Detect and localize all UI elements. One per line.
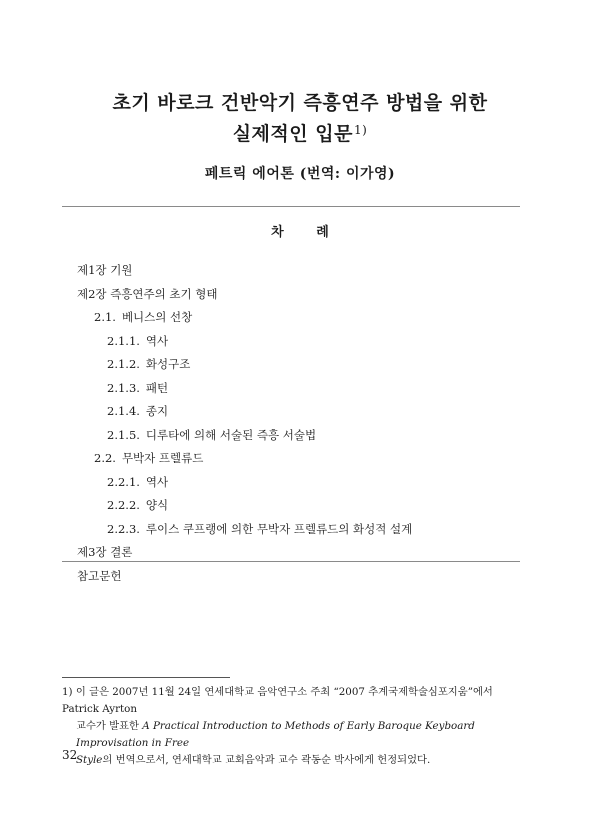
toc-item-number: 2.2.2. — [107, 498, 140, 512]
toc-item-label: 참고문헌 — [77, 568, 122, 583]
toc-item[interactable] — [0, 424, 600, 448]
toc-item-label: 루이스 쿠프랭에 의한 무박자 프렐류드의 화성적 설계 — [145, 521, 413, 536]
footnote-marker: 1) — [62, 686, 73, 698]
toc-item-label: 디루타에 의해 서술된 즉흥 서술법 — [145, 427, 317, 442]
toc-item-number: 2.2.1. — [107, 474, 140, 489]
footnote-text-1: 이 글은 2007년 11월 24일 연세대학교 음악연구소 주최 “2007 추계국제학술심포지움”에서 Patrick Ayrton — [62, 686, 493, 715]
article-title-line2-text: 실제적인 입문 — [232, 123, 353, 145]
toc-top-rule — [62, 206, 520, 207]
toc-item-number: 2.2. — [94, 451, 116, 465]
page-number: 32 — [62, 748, 78, 762]
toc-item-number: 2.1.2. — [107, 357, 140, 371]
toc-bottom-rule — [62, 561, 520, 562]
footnote-line-3 — [62, 752, 522, 769]
article-title-line2 — [0, 117, 600, 148]
toc-item-label: 베니스의 선창 — [121, 310, 193, 324]
toc-item[interactable] — [0, 471, 600, 495]
toc-item[interactable] — [0, 565, 600, 589]
toc-item[interactable] — [0, 494, 600, 518]
toc-item[interactable] — [0, 447, 600, 471]
toc-item[interactable] — [0, 283, 600, 307]
footnote-line-2 — [62, 718, 522, 752]
footnote-paper-title-1: A Practical Introduction to Methods of Early Baroque Keyboard Improvisation in Free — [76, 720, 475, 749]
toc-item-label: 패턴 — [145, 380, 169, 395]
toc-item-label: 양식 — [145, 498, 169, 512]
footnote-paper-title-2: Style — [76, 754, 103, 766]
table-of-contents — [0, 259, 600, 588]
toc-item-label: 제3장 결론 — [77, 545, 133, 559]
toc-item-label: 역사 — [145, 333, 169, 348]
toc-item-number: 2.1.5. — [107, 427, 140, 442]
toc-item[interactable] — [0, 353, 600, 377]
toc-heading: 차 례 — [271, 225, 343, 240]
toc-item-number: 2.1.3. — [107, 380, 140, 395]
toc-item[interactable] — [0, 518, 600, 542]
toc-item-number: 2.1.4. — [107, 404, 140, 418]
toc-item-label: 종지 — [145, 404, 169, 418]
toc-item-label: 제2장 즉흥연주의 초기 형태 — [77, 286, 218, 301]
toc-item-label: 무박자 프렐류드 — [121, 451, 204, 465]
author-line: 페트릭 에어톤 (번역: 이가영) — [204, 166, 396, 182]
toc-item-number: 2.1. — [94, 310, 116, 324]
footnote-line-1 — [62, 684, 522, 718]
footnote-text-3: 의 번역으로서, 연세대학교 교회음악과 교수 곽동순 박사에게 헌정되었다. — [102, 754, 431, 766]
toc-item-number: 2.2.3. — [107, 521, 140, 536]
toc-item-label: 제1장 기원 — [77, 263, 133, 277]
footnote-text-2: 교수가 발표한 — [76, 720, 143, 732]
title-footnote-marker[interactable]: 1) — [353, 123, 368, 137]
toc-item[interactable] — [0, 306, 600, 330]
toc-item[interactable] — [0, 330, 600, 354]
toc-item[interactable] — [0, 377, 600, 401]
toc-item[interactable] — [0, 259, 600, 283]
toc-item[interactable] — [0, 400, 600, 424]
toc-item-label: 역사 — [145, 474, 169, 489]
article-title-line1: 초기 바로크 건반악기 즉흥연주 방법을 위한 — [112, 92, 488, 114]
footnote-separator — [62, 677, 230, 678]
toc-item-number: 2.1.1. — [107, 333, 140, 348]
footnote — [62, 684, 522, 769]
toc-item-label: 화성구조 — [145, 357, 191, 371]
